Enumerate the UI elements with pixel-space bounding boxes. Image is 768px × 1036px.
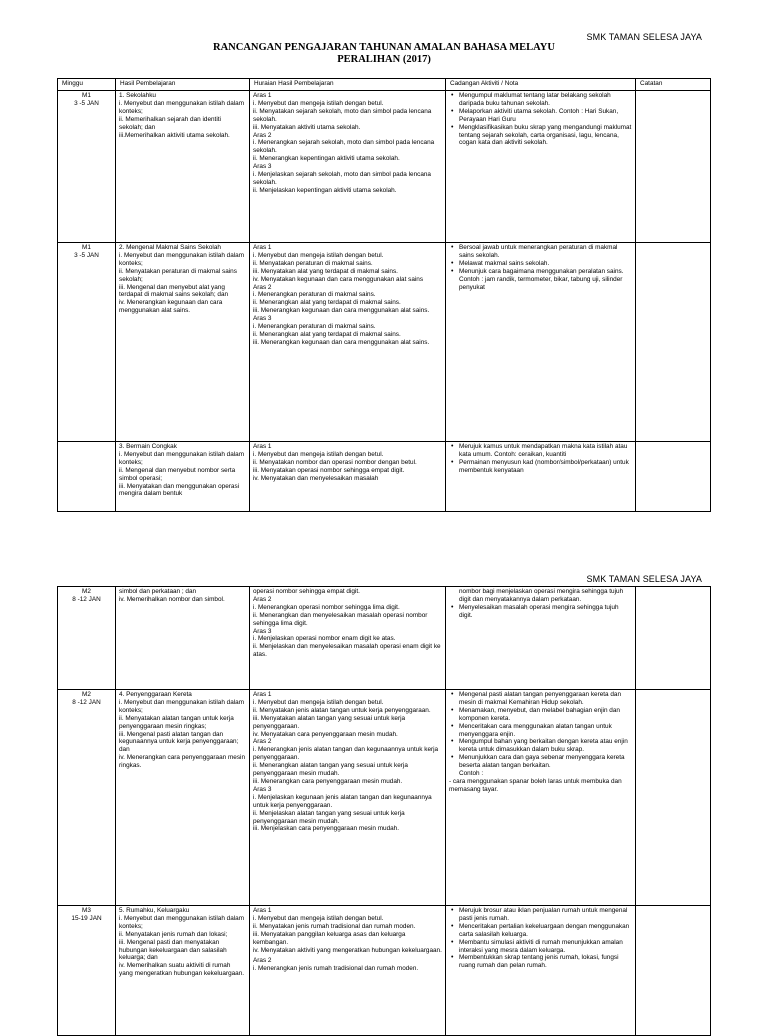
cadangan-cell xyxy=(446,442,636,512)
description-item: iii. Menyatakan alatan tangan yang sesuai untuk kerja penyenggaraan. xyxy=(253,714,406,730)
level-heading: Aras 3 xyxy=(253,785,272,793)
week-label: M2 xyxy=(82,691,91,698)
activity-item: • Merujuk brosur atau iklan penjualan rumah untuk mengenal pasti jenis rumah. xyxy=(459,907,632,923)
description-item: i. Menyebut dan mengeja istilah dengan betul. xyxy=(253,450,384,458)
col-header-cadangan: Cadangan Aktiviti / Nota xyxy=(446,79,636,91)
level-heading: Aras 1 xyxy=(253,92,272,99)
description-item: i. Menjelaskan kegunaan jenis alatan tangan dan kegunaannya untuk kerja penyenggaraan. xyxy=(253,793,432,809)
activity-item: • Menyelesaikan masalah operasi mengira sehingga tujuh digit. xyxy=(459,604,632,620)
level-heading: Aras 3 xyxy=(253,163,272,171)
week-dates: 3 -5 JAN xyxy=(74,251,99,259)
description-item: iii. Menerangkan kegunaan dan cara menggunakan alat sains. xyxy=(253,338,430,346)
description-item: ii. Menyatakan peraturan di makmal sains. xyxy=(253,259,373,267)
activity-item: • Menamakan, menyebut, dan melabel bahagian enjin dan komponen kereta. xyxy=(459,707,632,723)
example-text: - cara menggunakan spanar boleh laras untuk membuka dan memasang tayar. xyxy=(449,777,622,793)
col-header-huraian: Huraian Hasil Pembelajaran xyxy=(250,79,446,91)
week-label: M1 xyxy=(82,92,91,99)
activity-continuation: nombor bagi menjelaskan operasi mengira sehingga tujuh digit dan menyatakannya dalam perkataan. xyxy=(459,588,624,603)
cadangan-cell xyxy=(446,690,636,906)
huraian-cell xyxy=(250,91,446,243)
outcome-item: iv. Menerangkan kegunaan dan cara menggunakan alat sains. xyxy=(119,299,223,315)
activity-item: • Melaporkan aktiviti utama sekolah. Contoh : Hari Sukan, Perayaan Hari Guru xyxy=(459,108,632,124)
description-item: i. Menerangkan sejarah sekolah, moto dan simbol pada lencana sekolah. xyxy=(253,139,435,155)
level-heading: Aras 2 xyxy=(253,957,272,965)
cadangan-cell xyxy=(446,91,636,243)
level-heading: Aras 2 xyxy=(253,131,272,139)
outcome-item: ii. Memerihalkan sejarah dan identiti sekolah; dan xyxy=(119,115,221,131)
description-item: iii. Menyatakan panggilan keluarga asas dan keluarga kembangan. xyxy=(253,930,406,946)
week-cell xyxy=(58,442,116,512)
week-dates: 15-19 JAN xyxy=(71,914,102,922)
hasil-cell xyxy=(116,243,250,442)
activity-item: • Mengenal pasti alatan tangan penyenggaraan kereta dan mesin di makmal Kemahiran Hidup sekolah. xyxy=(459,691,632,707)
activity-list xyxy=(449,92,632,147)
description-item: iii. Menjelaskan cara penyenggaraan mesin mudah. xyxy=(253,825,400,833)
outcome-item: iv. Memerihalkan nombor dan simbol. xyxy=(119,595,225,603)
description-item: iii. Menerangkan cara penyenggaraan mesin mudah. xyxy=(253,777,403,785)
description-item: iv. Menyatakan aktiviti yang mengeratkan hubungan kekeluargaan. xyxy=(253,946,442,954)
table-row xyxy=(58,690,711,906)
week-label: M3 xyxy=(82,907,91,914)
description-item: ii. Menjelaskan dan menyelesaikan masalah operasi enam digit ke atas. xyxy=(253,643,441,659)
catatan-cell xyxy=(636,91,711,243)
topic-title: 4. Penyenggaraan Kereta xyxy=(119,691,192,698)
description-item: i. Menjelaskan sejarah sekolah, moto dan simbol pada lencana sekolah. xyxy=(253,171,431,186)
description-item: ii. Menyatakan nombor dan operasi nombor dengan betul. xyxy=(253,458,417,466)
huraian-cell xyxy=(250,243,446,442)
plan-table-page-1 xyxy=(57,78,711,512)
description-item: ii. Menerangkan alat yang terdapat di makmal sains. xyxy=(253,330,401,338)
school-name-header: SMK TAMAN SELESA JAYA xyxy=(586,574,702,584)
description-item: iv. Menyatakan kegunaan dan cara menggunakan alat sains xyxy=(253,275,424,283)
level-heading: Aras 1 xyxy=(253,443,272,450)
outcome-item: iv. Menerangkan cara penyenggaraan mesin ringkas. xyxy=(119,754,245,770)
activity-item: • Menceritakan pertalian kekeluargaan dengan menggunakan carta salasilah keluarga. xyxy=(459,923,632,939)
hasil-cell xyxy=(116,91,250,243)
table-row xyxy=(58,587,711,690)
activity-item: • Mengumpul bahan yang berkaitan dengan kereta atau enjin kereta untuk dimasukkan dalam buku skrap. xyxy=(459,738,632,754)
cadangan-cell xyxy=(446,243,636,442)
description-item: ii. Menerangkan alat yang terdapat di makmal sains. xyxy=(253,299,401,307)
description-item: i. Menyebut dan mengeja istilah dengan betul. xyxy=(253,698,384,706)
activity-item: • Bersoal jawab untuk menerangkan peraturan di makmal sains sekolah. xyxy=(459,244,632,260)
topic-title: 3. Bermain Congkak xyxy=(119,443,177,450)
topic-title: 2. Mengenal Makmal Sains Sekolah xyxy=(119,244,221,251)
activity-list xyxy=(449,604,632,620)
description-item: i. Menerangkan operasi nombor sehingga lima digit. xyxy=(253,603,400,611)
cadangan-cell xyxy=(446,906,636,1036)
week-dates: 8 -12 JAN xyxy=(72,698,101,706)
catatan-cell xyxy=(636,587,711,690)
huraian-cell xyxy=(250,690,446,906)
outcome-item: iii. Menyatakan dan menggunakan operasi mengira dalam bentuk xyxy=(119,482,240,498)
hasil-cell xyxy=(116,587,250,690)
outcome-item: i. Menyebut dan menggunakan istilah dalam konteks; xyxy=(119,450,245,466)
level-heading: Aras 3 xyxy=(253,315,272,323)
week-cell xyxy=(58,906,116,1036)
catatan-cell xyxy=(636,906,711,1036)
description-item: i. Menyebut dan mengeja istilah dengan betul. xyxy=(253,251,384,259)
hasil-cell xyxy=(116,442,250,512)
activity-list xyxy=(449,244,632,291)
description-item: ii. Menyatakan jenis alatan tangan untuk kerja penyenggaraan. xyxy=(253,706,431,714)
level-heading: Aras 3 xyxy=(253,627,272,635)
description-item: ii. Menjelaskan kepentingan aktiviti utama sekolah. xyxy=(253,186,397,194)
outcome-item: ii. Menyatakan alatan tangan untuk kerja penyenggaraan mesin ringkas; xyxy=(119,714,234,730)
activity-list xyxy=(449,443,632,475)
outcome-item: i. Menyebut dan menggunakan istilah dalam konteks; xyxy=(119,914,245,930)
outcome-item: i. Menyebut dan menggunakan istilah dalam konteks; xyxy=(119,251,245,267)
description-item: ii. Menerangkan dan menyelesaikan masalah operasi nombor sehingga lima digit. xyxy=(253,611,428,627)
description-item: ii. Menyatakan jenis rumah tradisional dan rumah moden. xyxy=(253,922,416,930)
catatan-cell xyxy=(636,690,711,906)
hasil-cell xyxy=(116,690,250,906)
table-row xyxy=(58,442,711,512)
catatan-cell xyxy=(636,243,711,442)
title-line-2: PERALIHAN (2017) xyxy=(337,54,431,65)
huraian-cell xyxy=(250,587,446,690)
activity-item: • Menceritakan cara menggunakan alatan tangan untuk menyenggara enjin. xyxy=(459,723,632,739)
description-item: iv. Menyatakan dan menyelesaikan masalah xyxy=(253,474,379,482)
outcome-item: ii. Menyatakan peraturan di makmal sains sekolah; xyxy=(119,267,237,283)
level-heading: Aras 1 xyxy=(253,244,272,251)
plan-table-page-2 xyxy=(57,586,711,1036)
col-header-minggu: Minggu xyxy=(58,79,116,91)
description-item: i. Menerangkan jenis alatan tangan dan kegunaannya untuk kerja penyenggaraan. xyxy=(253,746,439,762)
activity-item: • Permainan menyusun kad (nombor/simbol/perkataan) untuk membentuk kenyataan xyxy=(459,459,632,475)
week-dates: 8 -12 JAN xyxy=(72,595,101,603)
outcome-item: ii. Menyatakan jenis rumah dan lokasi; xyxy=(119,930,228,938)
week-cell xyxy=(58,587,116,690)
outcome-item: iii. Mengenal dan menyebut alat yang terdapat di makmal sains sekolah; dan xyxy=(119,283,229,299)
week-cell xyxy=(58,243,116,442)
week-label: M1 xyxy=(82,244,91,251)
outcome-item: iv. Memerihalkan suatu aktiviti di rumah yang mengeratkan hubungan kekeluargaan. xyxy=(119,962,245,978)
outcome-item: simbol dan perkataan ; dan xyxy=(119,588,197,595)
description-item: iii. Menerangkan kegunaan dan cara menggunakan alat sains. xyxy=(253,307,430,315)
huraian-cell xyxy=(250,442,446,512)
description-item: iii. Menyatakan aktiviti utama sekolah. xyxy=(253,123,361,131)
description-item: i. Menerangkan peraturan di makmal sains. xyxy=(253,291,376,299)
outcome-item: iii. Mengenal pasti alatan tangan dan kegunaannya untuk kerja penyenggaraan; dan xyxy=(119,730,239,754)
week-cell xyxy=(58,91,116,243)
document-title xyxy=(0,42,768,66)
description-item: i. Menjelaskan operasi nombor enam digit ke atas. xyxy=(253,635,396,643)
catatan-cell xyxy=(636,442,711,512)
activity-item: • Merujuk kamus untuk mendapatkan makna kata istilah atau kata umum. Contoh: ceraikan, kuantiti xyxy=(459,443,632,459)
level-heading: Aras 2 xyxy=(253,283,272,291)
activity-item: • Melawat makmal sains sekolah. xyxy=(459,260,632,268)
outcome-item: ii. Mengenal dan menyebut nombor serta simbol operasi; xyxy=(119,466,236,482)
week-label: M2 xyxy=(82,588,91,595)
table-header-row xyxy=(58,79,711,91)
description-item: iv. Menyatakan cara penyenggaraan mesin mudah. xyxy=(253,730,398,738)
activity-item: • Mengumpul maklumat tentang latar belakang sekolah daripada buku tahunan sekolah. xyxy=(459,92,632,108)
description-item: ii. Menerangkan alatan tangan yang sesuai untuk kerja penyenggaraan mesin mudah. xyxy=(253,762,408,778)
col-header-hasil: Hasil Pembelajaran xyxy=(116,79,250,91)
description-item: ii. Menerangkan kepentingan aktiviti utama sekolah. xyxy=(253,155,400,163)
description-item: i. Menerangkan peraturan di makmal sains. xyxy=(253,323,376,331)
week-dates: 3 -5 JAN xyxy=(74,99,99,107)
table-row xyxy=(58,906,711,1036)
outcome-item: iii. Mengenal pasti dan menyatakan hubungan kekeluargaan dan salasilah keluarga; dan xyxy=(119,938,227,962)
description-item: iii. Menyatakan operasi nombor sehingga empat digit. xyxy=(253,466,405,474)
description-item: i. Menyebut dan mengeja istilah dengan betul. xyxy=(253,914,384,922)
col-header-catatan: Catatan xyxy=(636,79,711,91)
activity-item: • Membantu simulasi aktiviti di rumah menunjukkan amalan interaksi yang mesra dalam keluarga. xyxy=(459,939,632,955)
activity-item: • Menunjuk cara bagaimana menggunakan peralatan sains. Contoh : jam randik, termometer, bikar, tabung uji, silinder penyukat xyxy=(459,268,632,292)
huraian-cell xyxy=(250,906,446,1036)
activity-list xyxy=(449,691,632,770)
description-item: ii. Menyatakan sejarah sekolah, moto dan simbol pada lencana sekolah. xyxy=(253,107,432,123)
topic-title: 5. Rumahku, Keluargaku xyxy=(119,907,190,914)
description-item: ii. Menjelaskan alatan tangan yang sesuai untuk kerja penyenggaraan mesin mudah. xyxy=(253,809,405,825)
topic-title: 1. Sekolahku xyxy=(119,92,156,99)
description-item: operasi nombor sehingga empat digit. xyxy=(253,588,360,595)
description-item: i. Menerangkan jenis rumah tradisional dan rumah moden. xyxy=(253,965,419,973)
cadangan-cell xyxy=(446,587,636,690)
hasil-cell xyxy=(116,906,250,1036)
table-row xyxy=(58,243,711,442)
activity-item: • Menunjukkan cara dan gaya sebenar menyenggara kereta beserta alatan tangan berkaitan. xyxy=(459,754,632,770)
description-item: i. Menyebut dan mengeja istilah dengan betul. xyxy=(253,99,384,107)
activity-list xyxy=(449,907,632,970)
level-heading: Aras 1 xyxy=(253,691,272,698)
level-heading: Aras 2 xyxy=(253,738,272,746)
example-label: Contoh : xyxy=(459,770,484,778)
level-heading: Aras 2 xyxy=(253,595,272,603)
level-heading: Aras 1 xyxy=(253,907,272,914)
week-cell xyxy=(58,690,116,906)
outcome-item: i. Menyebut dan menggunakan istilah dalam konteks; xyxy=(119,698,245,714)
document-page-2 xyxy=(0,540,768,1024)
activity-item: • Membentukkan skrap tentang jenis rumah, lokasi, fungsi ruang rumah dan pelan rumah. xyxy=(459,954,632,970)
school-name-header: SMK TAMAN SELESA JAYA xyxy=(586,32,702,42)
activity-item: • Mengklasifikasikan buku skrap yang mengandungi maklumat tentang sejarah sekolah, carta organisasi, lagu, lencana, cogan kata dan aktiviti sekolah. xyxy=(459,124,632,148)
description-item: iii. Menyatakan alat yang terdapat di makmal sains. xyxy=(253,267,398,275)
outcome-item: i. Menyebut dan menggunakan istilah dalam konteks; xyxy=(119,99,245,115)
title-line-1: RANCANGAN PENGAJARAN TAHUNAN AMALAN BAHASA MELAYU xyxy=(213,42,555,53)
outcome-item: iii.Memerihalkan aktiviti utama sekolah. xyxy=(119,131,230,139)
table-row xyxy=(58,91,711,243)
